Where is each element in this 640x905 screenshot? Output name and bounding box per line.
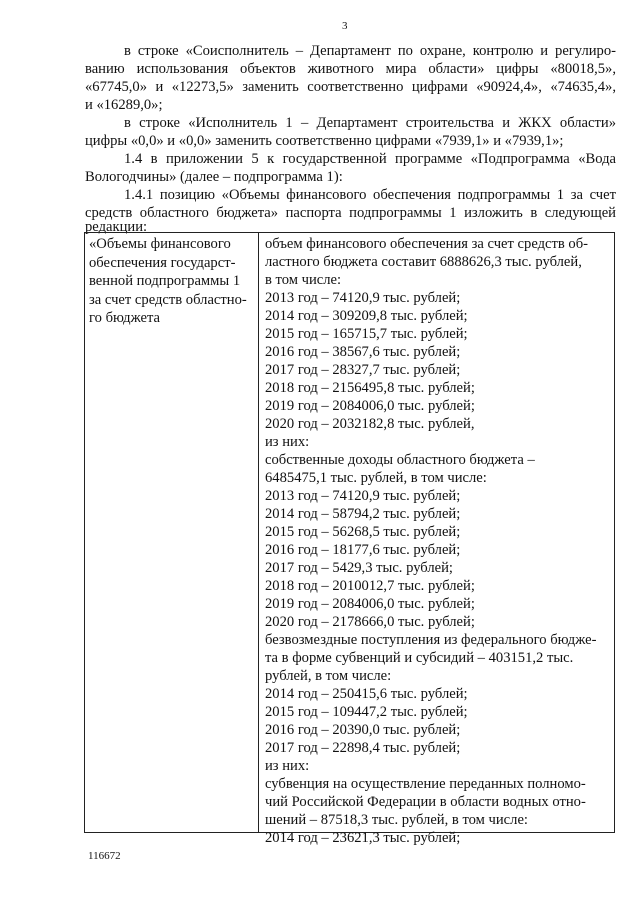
right-cell-line: объем финансового обеспечения за счет средств об- [265, 236, 589, 252]
right-cell-line: безвозмездные поступления из федерального бюдже- [265, 632, 597, 648]
paragraph-line: 1.4 в приложении 5 к государственной программе «Подпрограмма «Вода [124, 151, 616, 167]
right-cell-line: ластного бюджета составит 6888626,3 тыс. рублей, [265, 254, 582, 270]
right-cell-line: 6485475,1 тыс. рублей, в том числе: [265, 470, 487, 486]
right-cell-line: 2017 год – 5429,3 тыс. рублей; [265, 560, 453, 576]
paragraph-line: «67745,0» и «12273,5» заменить соответственно цифрами «90924,4», «74635,4», [85, 79, 616, 95]
paragraph-line: редакции: [85, 219, 148, 235]
right-cell-line: собственные доходы областного бюджета – [265, 452, 535, 468]
right-cell-line: чий Российской Федерации в области водных отно- [265, 794, 586, 810]
right-cell-line: 2018 год – 2156495,8 тыс. рублей; [265, 380, 475, 396]
paragraph-line: в строке «Соисполнитель – Департамент по охране, контролю и регулиро- [124, 43, 616, 59]
right-cell-line: 2017 год – 22898,4 тыс. рублей; [265, 740, 461, 756]
right-cell-line: 2018 год – 2010012,7 тыс. рублей; [265, 578, 475, 594]
right-cell-line: 2015 год – 109447,2 тыс. рублей; [265, 704, 468, 720]
paragraph-line: и «16289,0»; [85, 97, 163, 113]
right-cell-line: 2016 год – 20390,0 тыс. рублей; [265, 722, 461, 738]
right-cell-line: 2015 год – 165715,7 тыс. рублей; [265, 326, 468, 342]
right-cell-line: 2019 год – 2084006,0 тыс. рублей; [265, 398, 475, 414]
paragraph-line: средств областного бюджета» паспорта подпрограммы 1 изложить в следующей [85, 205, 616, 221]
right-cell-line: 2020 год – 2032182,8 тыс. рублей, [265, 416, 475, 432]
right-cell-line: из них: [265, 758, 310, 774]
right-cell-line: субвенция на осуществление переданных полномо- [265, 776, 586, 792]
right-cell-line: 2014 год – 58794,2 тыс. рублей; [265, 506, 461, 522]
paragraph-line: цифры «0,0» и «0,0» заменить соответственно цифрами «7939,1» и «7939,1»; [85, 133, 564, 149]
right-cell-line: 2020 год – 2178666,0 тыс. рублей; [265, 614, 475, 630]
right-cell-line: 2019 год – 2084006,0 тыс. рублей; [265, 596, 475, 612]
funding-table [84, 232, 615, 846]
right-cell-line: 2015 год – 56268,5 тыс. рублей; [265, 524, 461, 540]
right-cell-line: 2014 год – 23621,3 тыс. рублей; [265, 830, 461, 846]
document-code: 116672 [88, 850, 121, 862]
right-cell-line: 2013 год – 74120,9 тыс. рублей; [265, 488, 461, 504]
right-cell-line: 2014 год – 309209,8 тыс. рублей; [265, 308, 468, 324]
right-cell-line: 2017 год – 28327,7 тыс. рублей; [265, 362, 461, 378]
right-cell-line: рублей, в том числе: [265, 668, 392, 684]
left-cell-line: венной подпрограммы 1 [89, 273, 241, 289]
right-cell-line: из них: [265, 434, 310, 450]
right-cell-line: в том числе: [265, 272, 342, 288]
paragraph-line: 1.4.1 позицию «Объемы финансового обеспечения подпрограммы 1 за счет [124, 187, 616, 203]
paragraph-line: Вологодчины» (далее – подпрограмма 1): [85, 169, 343, 185]
right-cell-line: 2016 год – 38567,6 тыс. рублей; [265, 344, 461, 360]
left-cell-line: «Объемы финансового [89, 236, 231, 252]
right-cell-line: 2014 год – 250415,6 тыс. рублей; [265, 686, 468, 702]
right-cell-line: шений – 87518,3 тыс. рублей, в том числе: [265, 812, 528, 828]
page-number: 3 [342, 20, 348, 32]
left-cell-line: за счет средств областно- [89, 291, 247, 308]
right-cell-line: та в форме субвенций и субсидий – 403151,2 тыс. [265, 650, 574, 666]
paragraph-line: в строке «Исполнитель 1 – Департамент строительства и ЖКХ области» [124, 115, 616, 131]
right-cell-line: 2013 год – 74120,9 тыс. рублей; [265, 290, 461, 306]
paragraph-line: ванию использования объектов животного мира области» цифры «80018,5», [85, 61, 616, 77]
left-cell-line: го бюджета [89, 310, 160, 326]
right-cell-line: 2016 год – 18177,6 тыс. рублей; [265, 542, 461, 558]
table-column-divider [258, 233, 259, 832]
left-cell-line: обеспечения государст- [89, 254, 236, 271]
